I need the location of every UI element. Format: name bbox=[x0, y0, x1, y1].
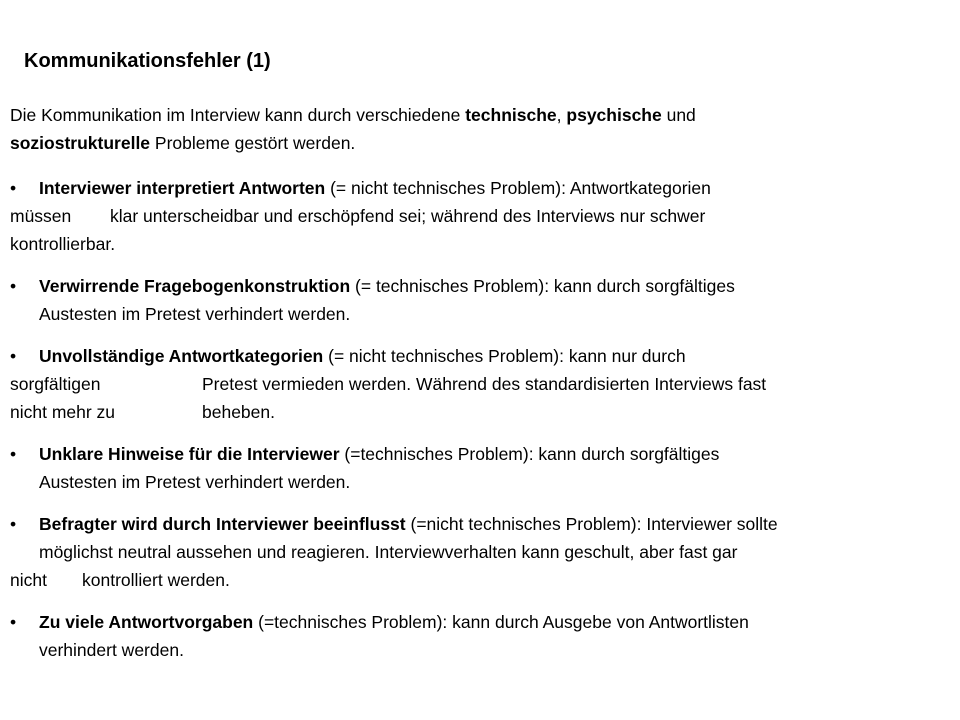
slide-title: Kommunikationsfehler (1) bbox=[24, 50, 271, 72]
bullet-text: kontrolliert werden. bbox=[82, 570, 230, 590]
bullet-heading: Verwirrende Fragebogenkonstruktion bbox=[39, 276, 351, 296]
bullet-text: (=nicht technisches Problem): Interviewer sollte bbox=[405, 514, 778, 534]
bullet-text: verhindert werden. bbox=[39, 640, 184, 660]
bullet-text: (= nicht technisches Problem): Antwortkategorien bbox=[325, 178, 711, 198]
bullet-item bbox=[10, 342, 955, 426]
bullet-text: sorgfältigen bbox=[10, 374, 101, 394]
bullet-text: müssen bbox=[10, 206, 72, 226]
intro-psychisch: psychische bbox=[566, 105, 662, 125]
bullet-text: (= technisches Problem): kann durch sorgfältiges bbox=[350, 276, 735, 296]
bullet-text: nicht mehr zu bbox=[10, 402, 116, 422]
bullet-item bbox=[10, 440, 955, 496]
bullet-text: Austesten im Pretest verhindert werden. bbox=[39, 304, 351, 324]
bullet-symbol: • bbox=[10, 276, 17, 296]
bullet-heading: Unklare Hinweise für die Interviewer bbox=[39, 444, 340, 464]
intro-comma: , bbox=[556, 105, 567, 125]
bullet-item bbox=[10, 510, 955, 594]
slide-body bbox=[10, 101, 955, 664]
bullet-symbol: • bbox=[10, 514, 17, 534]
bullet-text: nicht bbox=[10, 570, 47, 590]
bullet-text: (=technisches Problem): kann durch sorgfältiges bbox=[339, 444, 720, 464]
intro-text-end: Probleme gestört werden. bbox=[150, 133, 356, 153]
intro-soziostrukturell: soziostrukturelle bbox=[10, 133, 151, 153]
bullet-text: klar unterscheidbar und erschöpfend sei; während des Interviews nur schwer bbox=[110, 206, 706, 226]
bullet-text: kontrollierbar. bbox=[10, 234, 116, 254]
bullet-heading: Befragter wird durch Interviewer beeinflusst bbox=[39, 514, 406, 534]
bullet-text: Pretest vermieden werden. Während des standardisierten Interviews fast bbox=[202, 374, 767, 394]
bullet-symbol: • bbox=[10, 346, 17, 366]
bullet-heading: Unvollständige Antwortkategorien bbox=[39, 346, 324, 366]
bullet-symbol: • bbox=[10, 612, 17, 632]
bullet-text: (=technisches Problem): kann durch Ausgebe von Antwortlisten bbox=[253, 612, 749, 632]
intro-und: und bbox=[661, 105, 696, 125]
bullet-symbol: • bbox=[10, 444, 17, 464]
bullet-heading: Interviewer interpretiert Antworten bbox=[39, 178, 326, 198]
intro-technisch: technische bbox=[465, 105, 557, 125]
bullet-text: möglichst neutral aussehen und reagieren. Interviewverhalten kann geschult, aber fast gar bbox=[39, 542, 738, 562]
bullet-item bbox=[10, 174, 955, 258]
bullet-item bbox=[10, 272, 955, 328]
bullet-item bbox=[10, 608, 955, 664]
bullet-text: (= nicht technisches Problem): kann nur durch bbox=[323, 346, 686, 366]
bullet-symbol: • bbox=[10, 178, 17, 198]
intro-line-2 bbox=[10, 129, 955, 157]
intro-line-1 bbox=[10, 101, 955, 129]
bullet-heading: Zu viele Antwortvorgaben bbox=[39, 612, 254, 632]
bullet-text: beheben. bbox=[202, 402, 275, 422]
bullet-text: Austesten im Pretest verhindert werden. bbox=[39, 472, 351, 492]
intro-text: Die Kommunikation im Interview kann durch verschiedene bbox=[10, 105, 466, 125]
